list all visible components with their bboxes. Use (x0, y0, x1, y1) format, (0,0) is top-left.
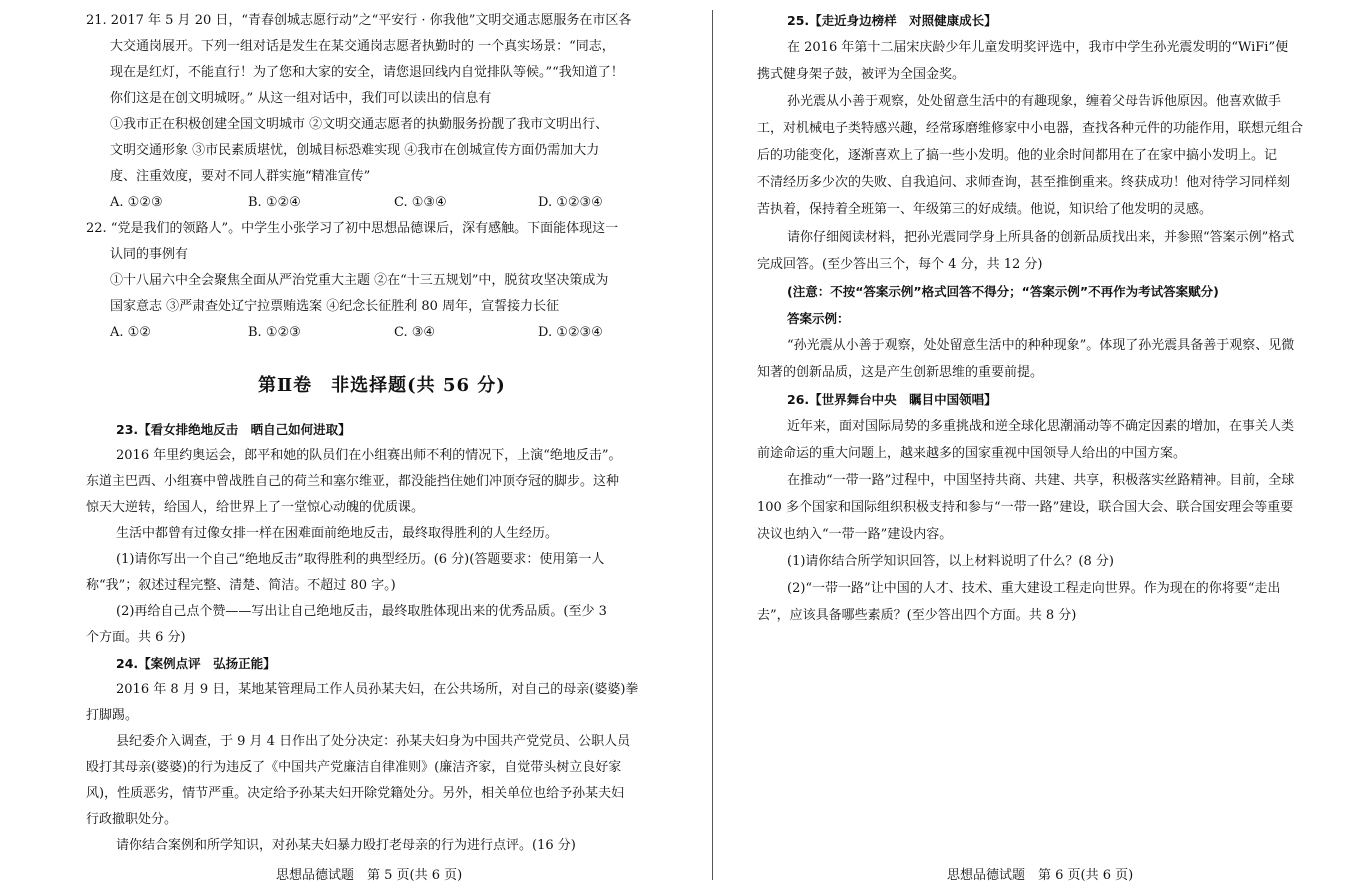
q23-line-4: 生活中都曾有过像女排一样在困难面前绝地反击，最终取得胜利的人生经历。 (116, 526, 559, 541)
q25-note: (注意：不按“答案示例”格式回答不得分；“答案示例”不再作为考试答案赋分) (787, 284, 1219, 299)
q23-line-5: (1)请你写出一个自己“绝地反击”取得胜利的典型经历。(6 分)(答题要求：使用第一人 (116, 552, 605, 567)
page-divider (712, 10, 713, 880)
q25-line-5: 后的功能变化，逐渐喜欢上了搞一些小发明。他的业余时间都用在了在家中搞小发明上。记 (757, 148, 1278, 163)
q25-line-8: 请你仔细阅读材料，把孙光震同学身上所具备的创新品质找出来，并参照“答案示例”格式 (787, 230, 1295, 245)
q24-line-2: 打脚踢。 (86, 708, 139, 723)
q21-line-2: 大交通岗展开。下列一组对话是发生在某交通岗志愿者执勤时的 一个真实场景：“同志， (110, 39, 615, 54)
q26-line-7: (2)“一带一路”让中国的人才、技术、重大建设工程走向世界。作为现在的你将要“走出 (787, 581, 1281, 596)
q25-line-9: 完成回答。(至少答出三个，每个 4 分，共 12 分) (757, 257, 1043, 272)
q21-line-4: 你们这是在创文明城呀。” 从这一组对话中，我们可以读出的信息有 (110, 91, 492, 106)
q24-line-3: 县纪委介入调查，于 9 月 4 日作出了处分决定：孙某夫妇身为中国共产党党员、公职人员 (116, 734, 631, 749)
q25-line-1: 在 2016 年第十二届宋庆龄少年儿童发明奖评选中，我市中学生孙光震发明的“WiFi”便 (787, 40, 1289, 55)
q23-line-1: 2016 年里约奥运会，郎平和她的队员们在小组赛出师不利的情况下，上演“绝地反击”。 (116, 448, 622, 463)
q26-line-5: 决议也纳入“一带一路”建设内容。 (757, 527, 953, 542)
q21-option-c: C. ①③④ (394, 195, 447, 210)
q26-line-1: 近年来，面对国际局势的多重挑战和逆全球化思潮涌动等不确定因素的增加，在事关人类 (787, 419, 1295, 434)
q23-heading: 23.【看女排绝地反击 晒自己如何进取】 (116, 422, 351, 437)
q22-line-1: 22. “党是我们的领路人”。中学生小张学习了初中思想品德课后，深有感触。下面能体现这一 (86, 221, 619, 236)
q23-line-6: 称“我”；叙述过程完整、清楚、简洁。不超过 80 字。) (86, 578, 396, 593)
left-page (86, 0, 674, 893)
q21-line-3: 现在是红灯，不能直行！为了您和大家的安全，请您退回线内自觉排队等候。”“我知道了！ (110, 65, 624, 80)
q24-line-5: 风)，性质恶劣，情节严重。决定给予孙某夫妇开除党籍处分。另外，相关单位也给予孙某夫妇 (86, 786, 625, 801)
q25-line-7: 苦执着，保持着全班第一、年级第三的好成绩。他说，知识给了他发明的灵感。 (757, 202, 1213, 217)
q26-line-6: (1)请你结合所学知识回答，以上材料说明了什么？(8 分) (787, 554, 1114, 569)
right-page (757, 0, 1339, 893)
q21-line-6: 文明交通形象 ③市民素质堪忧，创城目标恐难实现 ④我市在创城宣传方面仍需加大力 (110, 143, 600, 158)
q25-line-6: 不清经历多少次的失败、自我追问、求师查询，甚至推倒重来。终获成功！他对待学习同样刻 (757, 175, 1291, 190)
q21-option-d: D. ①②③④ (538, 195, 603, 210)
q25-line-2: 携式健身架子鼓，被评为全国金奖。 (757, 67, 966, 82)
q23-line-8: 个方面。共 6 分) (86, 630, 186, 645)
right-footer: 思想品德试题 第 6 页(共 6 页) (947, 868, 1134, 883)
section-title: 第Ⅱ卷 非选择题(共 56 分) (258, 375, 506, 396)
q22-line-3: ①十八届六中全会聚焦全面从严治党重大主题 ②在“十三五规划”中，脱贫攻坚决策成为 (110, 273, 609, 288)
q22-option-a: A. ①② (110, 325, 151, 340)
q25-line-4: 工，对机械电子类特感兴趣，经常琢磨维修家中小电器，查找各种元件的功能作用，联想元组合 (757, 121, 1304, 136)
q24-heading: 24.【案例点评 弘扬正能】 (116, 656, 276, 671)
q22-line-2: 认同的事例有 (110, 247, 189, 262)
q25-example-label: 答案示例： (787, 311, 850, 326)
q21-option-b: B. ①②④ (248, 195, 301, 210)
q26-line-4: 100 多个国家和国际组织积极支持和参与“一带一路”建设，联合国大会、联合国安理会等重要 (757, 500, 1294, 515)
q25-example-line-2: 知著的创新品质，这是产生创新思维的重要前提。 (757, 365, 1044, 380)
q23-line-7: (2)再给自己点个赞——写出让自己绝地反击，最终取胜体现出来的优秀品质。(至少 3 (116, 604, 607, 619)
q22-option-d: D. ①②③④ (538, 325, 603, 340)
left-footer: 思想品德试题 第 5 页(共 6 页) (276, 868, 463, 883)
q25-heading: 25.【走近身边榜样 对照健康成长】 (787, 13, 997, 28)
q26-heading: 26.【世界舞台中央 瞩目中国领唱】 (787, 392, 997, 407)
q25-example-line-1: “孙光震从小善于观察，处处留意生活中的种种现象”。体现了孙光震具备善于观察、见微 (787, 338, 1295, 353)
q23-line-3: 惊天大逆转，给国人，给世界上了一堂惊心动魄的优质课。 (86, 500, 425, 515)
q26-line-2: 前途命运的重大问题上，越来越多的国家重视中国领导人给出的中国方案。 (757, 446, 1187, 461)
q26-line-8: 去”，应该具备哪些素质？(至少答出四个方面。共 8 分) (757, 608, 1077, 623)
q21-option-a: A. ①②③ (110, 195, 163, 210)
q24-line-1: 2016 年 8 月 9 日，某地某管理局工作人员孙某夫妇，在公共场所，对自己的母亲(婆婆)拳 (116, 682, 639, 697)
q22-option-c: C. ③④ (394, 325, 436, 340)
q24-line-6: 行政撤职处分。 (86, 812, 178, 827)
q24-line-4: 殴打其母亲(婆婆)的行为违反了《中国共产党廉洁自律准则》(廉洁齐家，自觉带头树立良好家 (86, 760, 622, 775)
q24-line-7: 请你结合案例和所学知识，对孙某夫妇暴力殴打老母亲的行为进行点评。(16 分) (116, 838, 576, 853)
q21-line-1: 21. 2017 年 5 月 20 日，“青春创城志愿行动”之“平安行 · 你我他”文明交通志愿服务在市区各 (86, 13, 632, 28)
q25-line-3: 孙光震从小善于观察，处处留意生活中的有趣现象，缠着父母告诉他原因。他喜欢做手 (787, 94, 1282, 109)
q21-line-7: 度、注重效度，要对不同人群实施“精准宣传” (110, 169, 371, 184)
q21-line-5: ①我市正在积极创建全国文明城市 ②文明交通志愿者的执勤服务扮靓了我市文明出行、 (110, 117, 609, 132)
q23-line-2: 东道主巴西、小组赛中曾战胜自己的荷兰和塞尔维亚，都没能挡住她们冲顶夺冠的脚步。这种 (86, 474, 620, 489)
q22-option-b: B. ①②③ (248, 325, 301, 340)
q22-line-4: 国家意志 ③严肃查处辽宁拉票贿选案 ④纪念长征胜利 80 周年，宣誓接力长征 (110, 299, 560, 314)
q26-line-3: 在推动“一带一路”过程中，中国坚持共商、共建、共享，积极落实丝路精神。目前，全球 (787, 473, 1295, 488)
